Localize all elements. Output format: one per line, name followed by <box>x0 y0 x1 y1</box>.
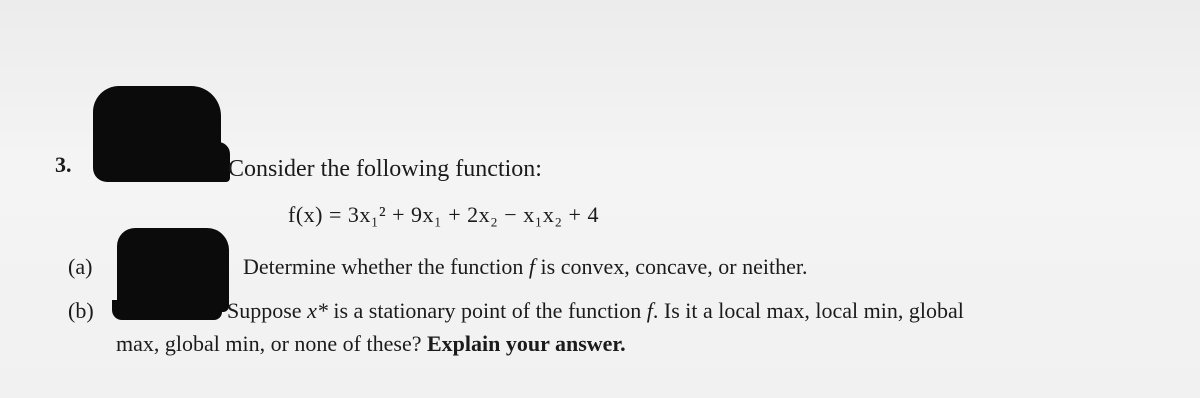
function-formula: f(x) = 3x₁² + 9x₁ + 2x₂ − x₁x₂ + 4 <box>288 202 599 227</box>
part-b-emphasis: Explain your answer. <box>426 331 626 356</box>
redaction-mark <box>112 300 222 320</box>
question-number: 3. <box>55 152 72 177</box>
part-b-line2 <box>116 331 626 357</box>
part-a-text-post: is convex, concave, or neither. <box>535 254 808 279</box>
part-b-pre: Suppose <box>227 298 308 323</box>
part-b-var2: f <box>646 298 653 323</box>
part-b-var: x* <box>307 298 328 323</box>
part-b-post: . Is it a local max, local min, global <box>652 298 964 323</box>
part-b-mid: is a stationary point of the function <box>327 298 647 323</box>
part-b-line1 <box>227 298 964 324</box>
redaction-mark <box>200 142 230 182</box>
part-a-text-pre: Determine whether the function <box>243 254 529 279</box>
part-b-line2-pre: max, global min, or none of these? <box>116 331 427 356</box>
part-a-text <box>243 254 808 280</box>
part-a-var: f <box>528 254 536 279</box>
part-a-label: (a) <box>68 254 93 279</box>
question-intro: Consider the following function: <box>228 156 542 182</box>
part-b-label: (b) <box>68 298 94 323</box>
